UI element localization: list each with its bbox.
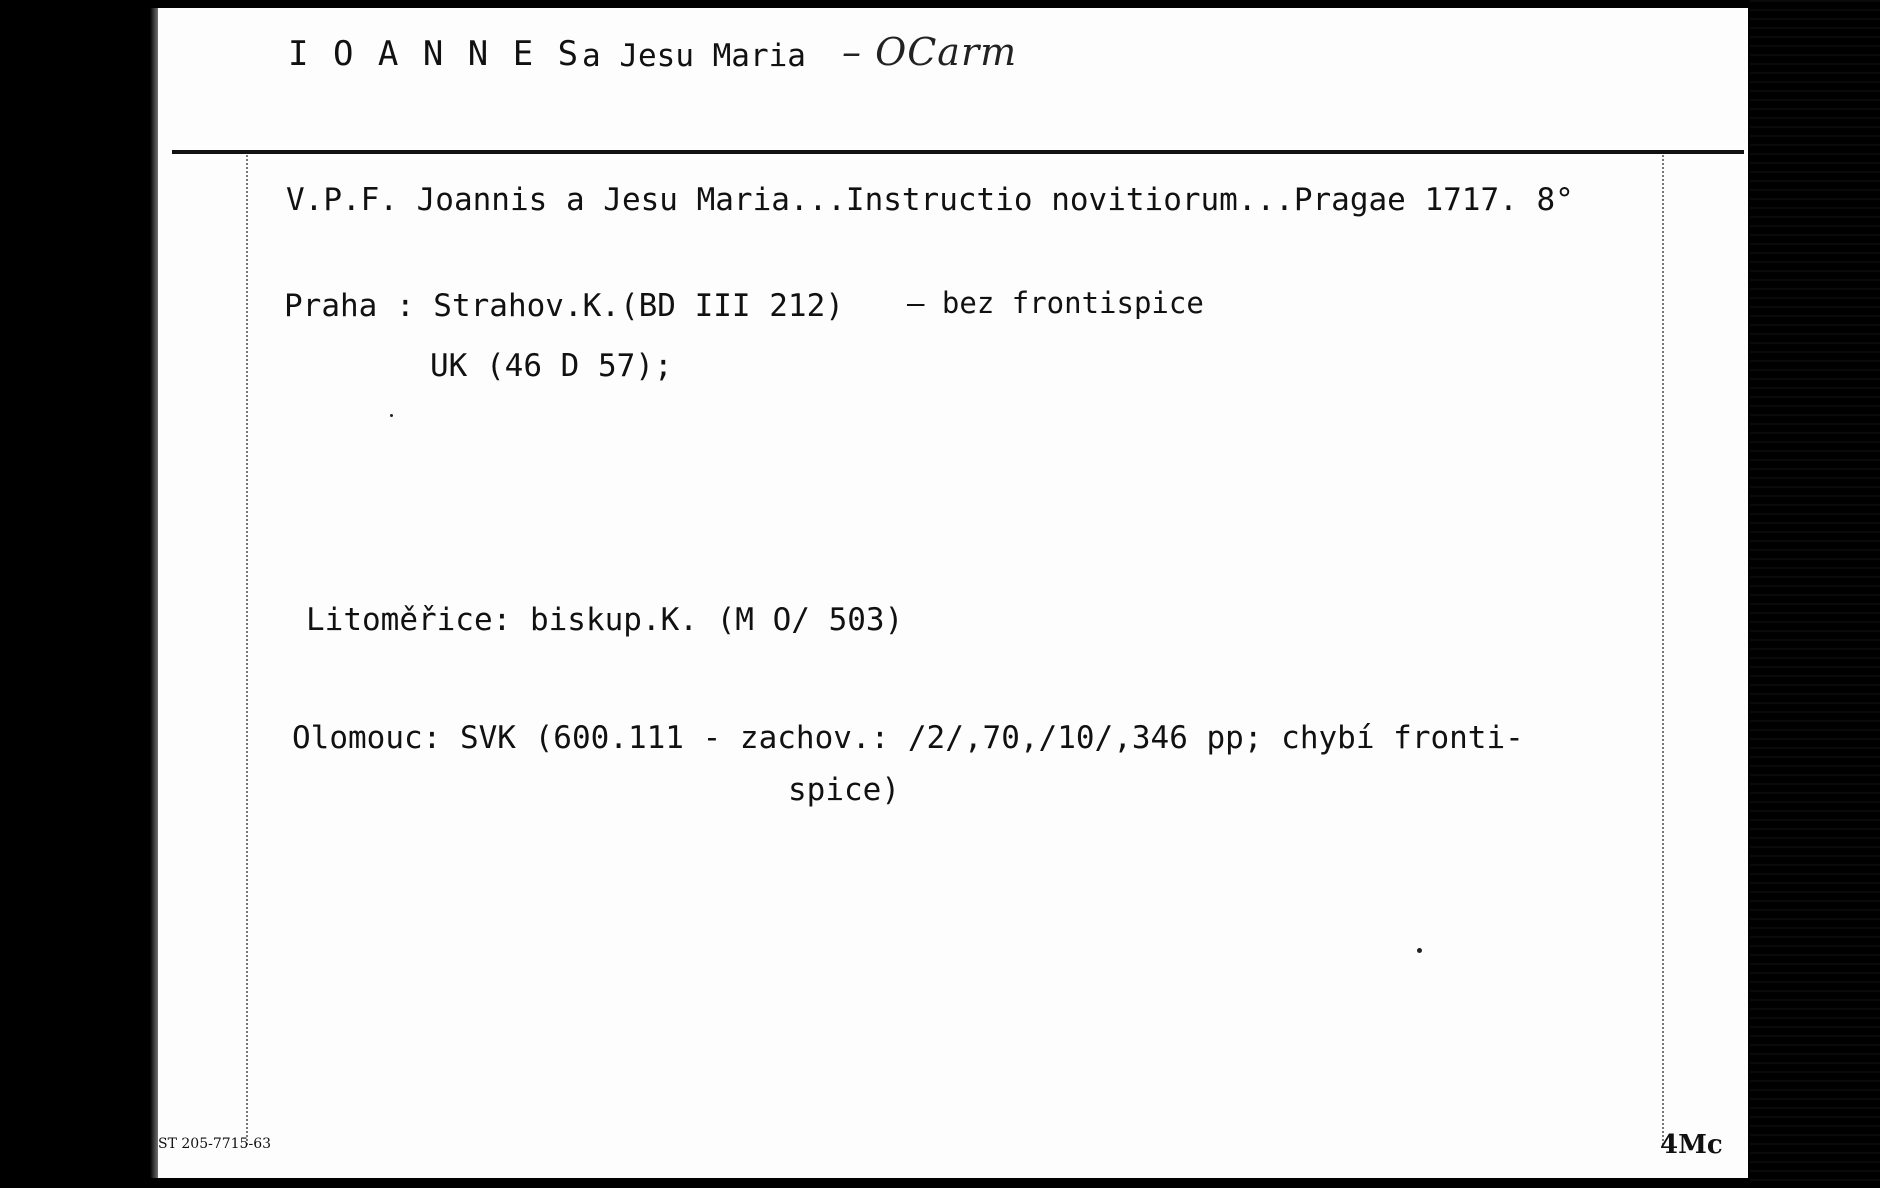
scan-edge [1750,0,1880,1188]
holding-praha: Praha : Strahov.K.(BD III 212) [284,288,844,324]
card-print-code: ST 205-7715-63 [158,1136,272,1152]
handwritten-annotation: – OCarm [842,30,1018,74]
ink-speck [390,414,393,417]
holding-olomouc: Olomouc: SVK (600.111 - zachov.: /2/,70,/10/,346 pp; chybí fronti- [292,720,1524,756]
ink-speck [1417,948,1422,953]
heading-author-name: I O A N N E S [288,34,581,74]
heading-author-epithet: a Jesu Maria [582,38,806,74]
corner-mark: 4Mc [1660,1130,1723,1160]
heading-rule [172,150,1744,154]
right-margin-line [1662,155,1664,1145]
holding-uk: UK (46 D 57); [430,348,673,384]
holding-praha-note: – bez frontispice [907,286,1204,320]
holding-olomouc-continuation: spice) [788,772,900,808]
bibliographic-entry: V.P.F. Joannis a Jesu Maria...Instructio novitiorum...Pragae 1717. 8° [286,182,1574,218]
holding-litomerice: Litoměřice: biskup.K. (M O/ 503) [306,602,904,638]
left-margin-line [246,155,248,1145]
